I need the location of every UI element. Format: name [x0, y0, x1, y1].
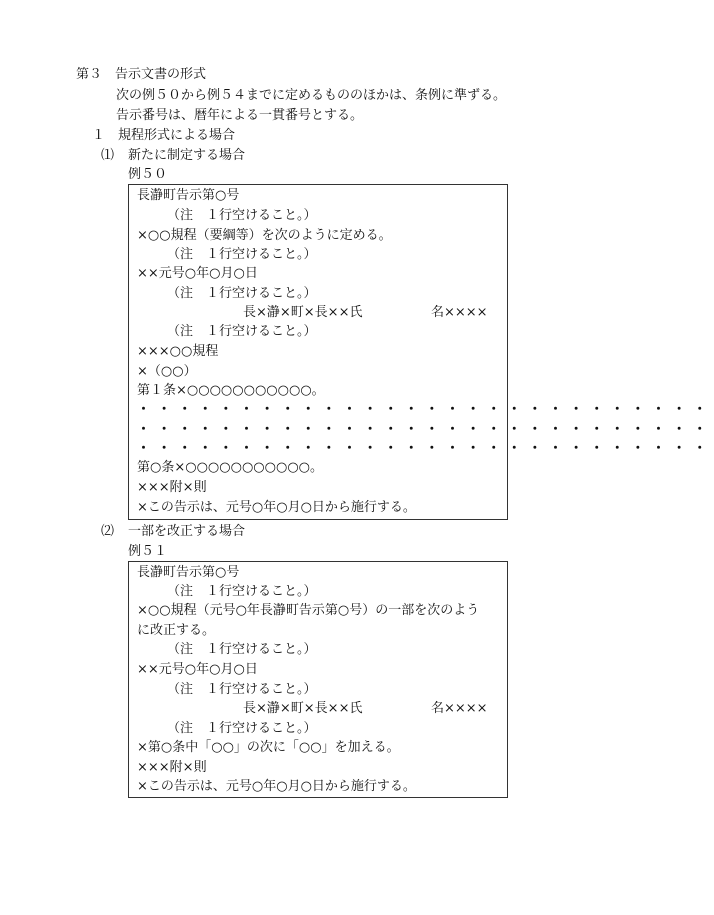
ex51-notice-number: 長瀞町告示第○号 — [137, 565, 240, 580]
ex50-note-3: （注 １行空けること。） — [167, 286, 317, 301]
section-paragraph-2: 告示番号は、暦年による一貫番号とする。 — [116, 108, 364, 123]
ex50-article-n: 第○条×○○○○○○○○○○○。 — [137, 460, 324, 475]
sub-1-number: ⑴ — [101, 148, 115, 163]
ex51-date: ××元号○年○月○日 — [137, 662, 258, 677]
section-paragraph-1: 次の例５０から例５４までに定めるもののほかは、条例に準ずる。 — [116, 88, 507, 103]
ex50-date: ××元号○年○月○日 — [137, 266, 258, 281]
ex50-effective-date: ×この告示は、元号○年○月○日から施行する。 — [137, 500, 416, 515]
ex51-article-amend: ×第○条中「○○」の次に「○○」を加える。 — [137, 740, 400, 755]
ex50-subtitle: ×（○○） — [137, 364, 197, 379]
ex50-signer-name: 名×××× — [431, 305, 488, 320]
sub-2-label: 一部を改正する場合 — [128, 524, 246, 539]
ex50-notice-number: 長瀞町告示第○号 — [137, 188, 240, 203]
ex51-supplementary: ×××附×則 — [137, 760, 207, 775]
ex51-note-1: （注 １行空けること。） — [167, 584, 317, 599]
ex50-dots-3: ・・・・・・・・・・・・・・・・・・・・・・・・・・・・ — [137, 441, 714, 456]
ex51-signer: 長×瀞×町×長××氏 — [243, 701, 363, 716]
example-51-label: 例５１ — [128, 544, 168, 559]
ex50-note-4: （注 １行空けること。） — [167, 324, 317, 339]
ex50-supplementary: ×××附×則 — [137, 480, 207, 495]
ex51-note-2: （注 １行空けること。） — [167, 642, 317, 657]
sub-1-label: 新たに制定する場合 — [128, 148, 246, 163]
ex51-note-3: （注 １行空けること。） — [167, 682, 317, 697]
ex50-dots-2: ・・・・・・・・・・・・・・・・・・・・・・・・・・・・ — [137, 422, 714, 437]
example-50-box — [128, 184, 714, 520]
sub-2-number: ⑵ — [101, 524, 115, 539]
ex50-regulation-line: ×○○規程（要綱等）を次のように定める。 — [137, 228, 392, 243]
ex51-signer-name: 名×××× — [431, 701, 488, 716]
example-50-label: 例５０ — [128, 167, 168, 182]
example-51-box — [128, 561, 508, 798]
ex50-signer: 長×瀞×町×長××氏 — [243, 305, 363, 320]
ex50-article-1: 第１条×○○○○○○○○○○○。 — [137, 383, 325, 398]
ex50-note-1: （注 １行空けること。） — [167, 208, 317, 223]
ex51-amend-line-b: に改正する。 — [137, 623, 216, 638]
ex51-amend-line-a: ×○○規程（元号○年長瀞町告示第○号）の一部を次のよう — [137, 603, 480, 618]
item-1-heading: １ 規程形式による場合 — [92, 128, 236, 143]
ex51-effective-date: ×この告示は、元号○年○月○日から施行する。 — [137, 779, 416, 794]
ex50-regulation-title: ×××○○規程 — [137, 344, 219, 359]
section-heading: 第３ 告示文書の形式 — [76, 67, 207, 82]
ex50-dots-1: ・・・・・・・・・・・・・・・・・・・・・・・・・・・・ — [137, 402, 714, 417]
ex50-note-2: （注 １行空けること。） — [167, 247, 317, 262]
ex51-note-4: （注 １行空けること。） — [167, 721, 317, 736]
